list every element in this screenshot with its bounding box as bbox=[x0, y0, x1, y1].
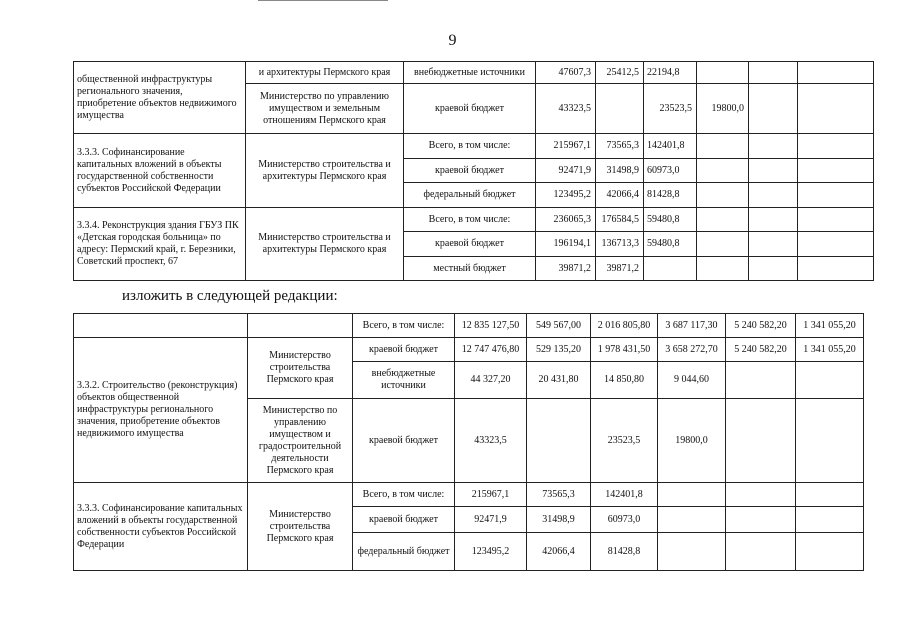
cell: 81428,8 bbox=[591, 533, 658, 571]
cell: Министерство строительства и архитектуры Пермского края bbox=[246, 208, 404, 281]
cell: и архитектуры Пермского края bbox=[246, 62, 404, 84]
cell bbox=[749, 232, 798, 257]
cell: Всего, в том числе: bbox=[404, 208, 536, 232]
table-row bbox=[74, 483, 864, 507]
cell: краевой бюджет bbox=[353, 507, 455, 533]
cell: краевой бюджет bbox=[353, 338, 455, 362]
cell: краевой бюджет bbox=[404, 84, 536, 134]
cell: 1 341 055,20 bbox=[796, 314, 864, 338]
cell: внебюджетные источники bbox=[404, 62, 536, 84]
cell bbox=[798, 134, 874, 159]
cell: федеральный бюджет bbox=[404, 183, 536, 208]
cell: Министерство строительства Пермского края bbox=[248, 483, 353, 571]
cell bbox=[697, 134, 749, 159]
cell bbox=[697, 208, 749, 232]
cell bbox=[749, 62, 798, 84]
cell bbox=[596, 84, 644, 134]
table-row bbox=[74, 208, 874, 232]
cell: 60973,0 bbox=[644, 159, 697, 183]
cell bbox=[697, 257, 749, 281]
cell: 39871,2 bbox=[536, 257, 596, 281]
table-row bbox=[74, 314, 864, 338]
cell: 25412,5 bbox=[596, 62, 644, 84]
cell: 19800,0 bbox=[658, 399, 726, 483]
cell: 123495,2 bbox=[455, 533, 527, 571]
cell: 215967,1 bbox=[455, 483, 527, 507]
cell bbox=[798, 232, 874, 257]
cell: 215967,1 bbox=[536, 134, 596, 159]
cell: федеральный бюджет bbox=[353, 533, 455, 571]
cell: 142401,8 bbox=[644, 134, 697, 159]
cell bbox=[658, 483, 726, 507]
section-heading: изложить в следующей редакции: bbox=[122, 288, 338, 304]
cell bbox=[749, 257, 798, 281]
cell: 81428,8 bbox=[644, 183, 697, 208]
cell: 3 658 272,70 bbox=[658, 338, 726, 362]
cell: краевой бюджет bbox=[353, 399, 455, 483]
cell: 42066,4 bbox=[596, 183, 644, 208]
cell: общественной инфраструктуры регионального значения, приобретение объектов недвижимого имущества bbox=[74, 62, 246, 134]
cell: 3 687 117,30 bbox=[658, 314, 726, 338]
cell: Всего, в том числе: bbox=[404, 134, 536, 159]
cell bbox=[697, 232, 749, 257]
cell: 47607,3 bbox=[536, 62, 596, 84]
cell bbox=[798, 62, 874, 84]
cell: 1 341 055,20 bbox=[796, 338, 864, 362]
cell bbox=[697, 159, 749, 183]
cell bbox=[658, 507, 726, 533]
cell bbox=[248, 314, 353, 338]
cell: 12 747 476,80 bbox=[455, 338, 527, 362]
cell bbox=[697, 183, 749, 208]
cell bbox=[726, 507, 796, 533]
cell: Министерство по управлению имуществом и градостроительной деятельности Пермского края bbox=[248, 399, 353, 483]
cell: Министерство строительства и архитектуры Пермского края bbox=[246, 134, 404, 208]
cell: 42066,4 bbox=[527, 533, 591, 571]
cell bbox=[796, 507, 864, 533]
cell bbox=[798, 84, 874, 134]
cell: 39871,2 bbox=[596, 257, 644, 281]
cell bbox=[749, 208, 798, 232]
cell bbox=[74, 314, 248, 338]
cell: 3.3.3. Софинансирование капитальных вложений в объекты государственной собственности субъектов Российской Федерации bbox=[74, 483, 248, 571]
cell: 5 240 582,20 bbox=[726, 338, 796, 362]
cell bbox=[749, 84, 798, 134]
cell: 92471,9 bbox=[455, 507, 527, 533]
cell: внебюджетные источники bbox=[353, 362, 455, 399]
cell bbox=[658, 533, 726, 571]
cell: 2 016 805,80 bbox=[591, 314, 658, 338]
cell: краевой бюджет bbox=[404, 232, 536, 257]
cell: 5 240 582,20 bbox=[726, 314, 796, 338]
cell: 236065,3 bbox=[536, 208, 596, 232]
cell: 92471,9 bbox=[536, 159, 596, 183]
cell: 23523,5 bbox=[644, 84, 697, 134]
cell: 529 135,20 bbox=[527, 338, 591, 362]
cell bbox=[798, 257, 874, 281]
cell: Всего, в том числе: bbox=[353, 314, 455, 338]
cell: 22194,8 bbox=[644, 62, 697, 84]
cell bbox=[726, 399, 796, 483]
cell: 20 431,80 bbox=[527, 362, 591, 399]
cell bbox=[796, 483, 864, 507]
cell: 60973,0 bbox=[591, 507, 658, 533]
cell: 549 567,00 bbox=[527, 314, 591, 338]
cell bbox=[796, 533, 864, 571]
cell: 31498,9 bbox=[596, 159, 644, 183]
cell: Министерство по управлению имуществом и земельным отношениям Пермского края bbox=[246, 84, 404, 134]
cell: 43323,5 bbox=[455, 399, 527, 483]
cell: 59480,8 bbox=[644, 232, 697, 257]
cell: Всего, в том числе: bbox=[353, 483, 455, 507]
cell: 196194,1 bbox=[536, 232, 596, 257]
new-edition-table bbox=[73, 313, 864, 571]
page-number: 9 bbox=[448, 32, 457, 49]
cell: 123495,2 bbox=[536, 183, 596, 208]
cell: 176584,5 bbox=[596, 208, 644, 232]
table-row bbox=[74, 62, 874, 84]
cell bbox=[798, 159, 874, 183]
cell: 43323,5 bbox=[536, 84, 596, 134]
cell bbox=[798, 208, 874, 232]
cell bbox=[796, 362, 864, 399]
cell bbox=[726, 483, 796, 507]
cell: 136713,3 bbox=[596, 232, 644, 257]
cell: краевой бюджет bbox=[404, 159, 536, 183]
cell: 73565,3 bbox=[527, 483, 591, 507]
cell bbox=[749, 183, 798, 208]
cell: 73565,3 bbox=[596, 134, 644, 159]
cell bbox=[644, 257, 697, 281]
cell: 9 044,60 bbox=[658, 362, 726, 399]
cell: 3.3.4. Реконструкция здания ГБУЗ ПК «Детская городская больница» по адресу: Пермский край, г. Березники, Советский проспект, 67 bbox=[74, 208, 246, 281]
cell: 19800,0 bbox=[697, 84, 749, 134]
cell: 59480,8 bbox=[644, 208, 697, 232]
old-edition-table bbox=[73, 61, 874, 281]
cell bbox=[726, 533, 796, 571]
cell: 12 835 127,50 bbox=[455, 314, 527, 338]
cell: местный бюджет bbox=[404, 257, 536, 281]
cell bbox=[527, 399, 591, 483]
cell bbox=[749, 159, 798, 183]
top-rule bbox=[258, 0, 388, 1]
cell: 3.3.2. Строительство (реконструкция) объектов общественной инфраструктуры регионального значения, приобретение объектов недвижимого имущества bbox=[74, 338, 248, 483]
cell: 44 327,20 bbox=[455, 362, 527, 399]
table-row bbox=[74, 134, 874, 159]
table-row bbox=[74, 338, 864, 362]
cell: 14 850,80 bbox=[591, 362, 658, 399]
cell: 3.3.3. Софинансирование капитальных вложений в объекты государственной собственности субъектов Российской Федерации bbox=[74, 134, 246, 208]
cell: 23523,5 bbox=[591, 399, 658, 483]
cell bbox=[697, 62, 749, 84]
cell: 1 978 431,50 bbox=[591, 338, 658, 362]
cell bbox=[796, 399, 864, 483]
cell: 31498,9 bbox=[527, 507, 591, 533]
cell: 142401,8 bbox=[591, 483, 658, 507]
cell: Министерство строительства Пермского края bbox=[248, 338, 353, 399]
cell bbox=[798, 183, 874, 208]
cell bbox=[749, 134, 798, 159]
cell bbox=[726, 362, 796, 399]
